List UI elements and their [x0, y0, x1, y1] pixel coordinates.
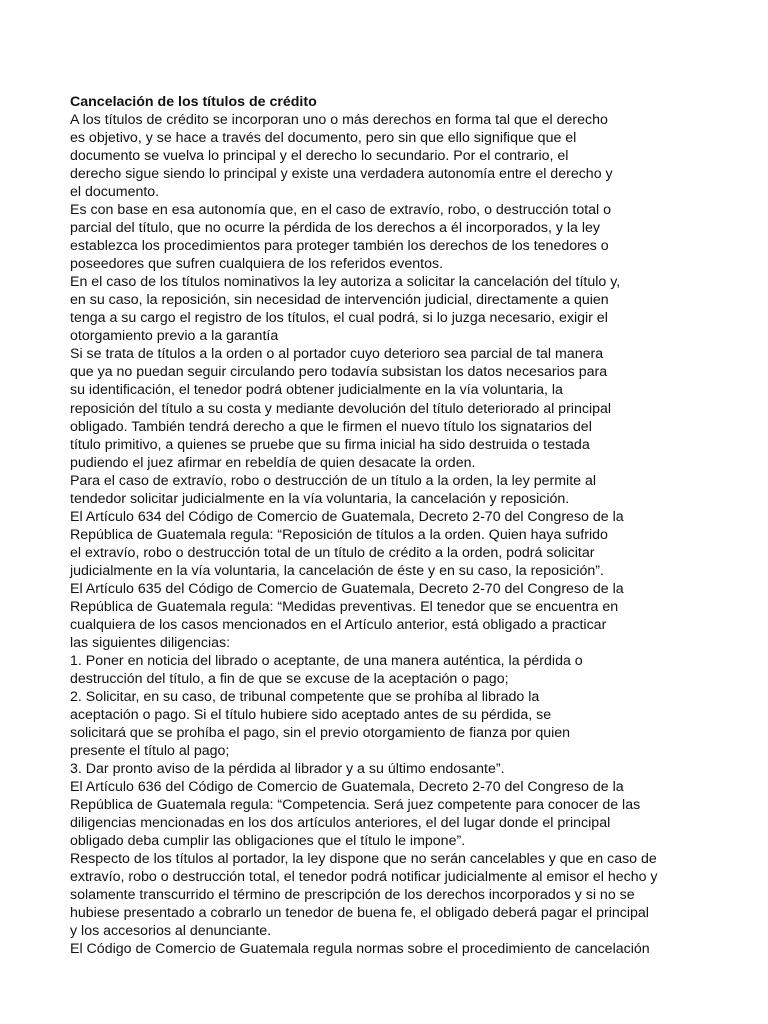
text-line: parcial del título, que no ocurre la pérdida de los derechos a él incorporados, y la ley	[70, 220, 600, 237]
text-line: aceptación o pago. Si el título hubiere sido aceptado antes de su pérdida, se	[70, 707, 552, 724]
text-line: República de Guatemala regula: “Reposición de títulos a la orden. Quien haya sufrido	[70, 526, 608, 543]
text-line: obligado deba cumplir las obligaciones que el título le impone”.	[70, 833, 466, 850]
text-line: República de Guatemala regula: “Competencia. Será juez competente para conocer de las	[70, 797, 641, 814]
text-line: 1. Poner en noticia del librado o aceptante, de una manera auténtica, la pérdida o	[70, 652, 583, 669]
text-line: destrucción del título, a fin de que se excuse de la aceptación o pago;	[70, 670, 509, 687]
text-line: Si se trata de títulos a la orden o al portador cuyo deterioro sea parcial de tal manera	[70, 346, 604, 363]
text-line: 3. Dar pronto aviso de la pérdida al librador y a su último endosante”.	[70, 761, 505, 778]
text-line: pudiendo el juez afirmar en rebeldía de quien desacate la orden.	[70, 454, 476, 471]
text-line: diligencias mencionadas en los dos artículos anteriores, el del lugar donde el principal	[70, 815, 611, 832]
text-line: que ya no puedan seguir circulando pero todavía subsistan los datos necesarios para	[70, 364, 608, 381]
document-page	[70, 93, 710, 958]
text-line: República de Guatemala regula: “Medidas preventivas. El tenedor que se encuentra en	[70, 598, 619, 615]
text-line: Respecto de los títulos al portador, la ley dispone que no serán cancelables y que en caso de	[70, 851, 657, 868]
text-line: título primitivo, a quienes se pruebe que su firma inicial ha sido destruida o testada	[70, 436, 590, 453]
text-line: en su caso, la reposición, sin necesidad de intervención judicial, directamente a quien	[70, 292, 609, 309]
text-line: El Artículo 635 del Código de Comercio de Guatemala, Decreto 2-70 del Congreso de la	[70, 580, 624, 597]
text-line: Para el caso de extravío, robo o destrucción de un título a la orden, la ley permite al	[70, 472, 597, 489]
text-line: hubiese presentado a cobrarlo un tenedor de buena fe, el obligado deberá pagar el principal	[70, 905, 649, 922]
document-body	[70, 111, 710, 958]
text-line: El Artículo 636 del Código de Comercio de Guatemala, Decreto 2-70 del Congreso de la	[70, 779, 624, 796]
text-line: cualquiera de los casos mencionados en el Artículo anterior, está obligado a practicar	[70, 616, 607, 633]
text-line: El Código de Comercio de Guatemala regula normas sobre el procedimiento de cancelación	[70, 941, 650, 958]
document-title: Cancelación de los títulos de crédito	[70, 94, 317, 110]
text-line: extravío, robo o destrucción total, el tenedor podrá notificar judicialmente al emisor el hecho y	[70, 869, 658, 886]
text-line: reposición del título a su costa y mediante devolución del título deteriorado al principal	[70, 400, 612, 417]
text-line: las siguientes diligencias:	[70, 634, 231, 651]
text-line: es objetivo, y se hace a través del documento, pero sin que ello signifique que el	[70, 130, 577, 147]
text-line: Es con base en esa autonomía que, en el caso de extravío, robo, o destrucción total o	[70, 202, 612, 219]
text-line: tendedor solicitar judicialmente en la vía voluntaria, la cancelación y reposición.	[70, 490, 570, 507]
text-line: el documento.	[70, 184, 160, 201]
text-line: judicialmente en la vía voluntaria, la cancelación de éste y en su caso, la reposición”.	[70, 562, 604, 579]
text-line: el extravío, robo o destrucción total de un título de crédito a la orden, podrá solicitar	[70, 544, 595, 561]
text-line: solicitará que se prohíba el pago, sin el previo otorgamiento de fianza por quien	[70, 725, 571, 742]
text-line: derecho sigue siendo lo principal y existe una verdadera autonomía entre el derecho y	[70, 166, 613, 183]
text-line: otorgamiento previo a la garantía	[70, 328, 279, 345]
text-line: documento se vuelva lo principal y el derecho lo secundario. Por el contrario, el	[70, 148, 569, 165]
text-line: obligado. También tendrá derecho a que le firmen el nuevo título los signatarios del	[70, 418, 592, 435]
text-line: tenga a su cargo el registro de los títulos, el cual podrá, si lo juzga necesario, exigir el	[70, 310, 608, 327]
text-line: 2. Solicitar, en su caso, de tribunal competente que se prohíba al librado la	[70, 689, 540, 705]
text-line: poseedores que sufren cualquiera de los referidos eventos.	[70, 256, 444, 273]
text-line: A los títulos de crédito se incorporan uno o más derechos en forma tal que el derecho	[70, 112, 608, 128]
text-line: su identificación, el tenedor podrá obtener judicialmente en la vía voluntaria, la	[70, 382, 563, 399]
text-line: y los accesorios al denunciante.	[70, 923, 272, 940]
text-line: presente el título al pago;	[70, 743, 230, 760]
text-line: El Artículo 634 del Código de Comercio de Guatemala, Decreto 2-70 del Congreso de la	[70, 508, 624, 525]
text-line: En el caso de los títulos nominativos la ley autoriza a solicitar la cancelación del título y,	[70, 274, 621, 291]
text-line: establezca los procedimientos para proteger también los derechos de los tenedores o	[70, 238, 609, 255]
text-line: solamente transcurrido el término de prescripción de los derechos incorporados y si no se	[70, 887, 635, 904]
